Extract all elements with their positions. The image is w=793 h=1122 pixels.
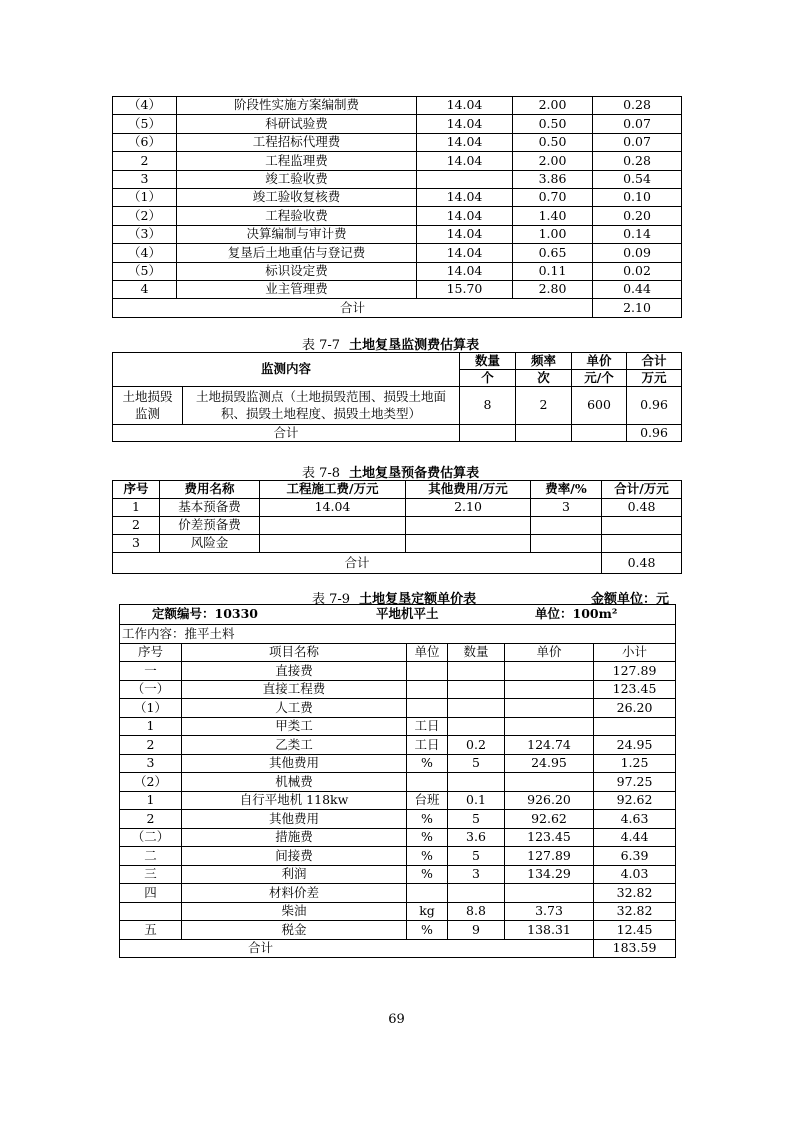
cell-no: （一） <box>120 680 182 699</box>
cell-rate: 2.80 <box>513 280 593 298</box>
cell-eng <box>260 535 406 553</box>
cell-sub: 12.45 <box>594 921 676 940</box>
table-7-9-caption: 表 7-9 土地复垦定额单价表 <box>312 592 477 607</box>
cell-no: （3） <box>113 225 177 243</box>
table-row <box>113 207 682 225</box>
cell-rate: 0.70 <box>513 188 593 206</box>
cell-total <box>602 517 682 535</box>
cell-no: 2 <box>120 736 182 755</box>
cell-name: 直接费 <box>182 662 407 681</box>
table-row <box>113 280 682 298</box>
header-freq: 频率 <box>516 353 572 370</box>
cell-no: （6） <box>113 133 177 151</box>
table-total-row <box>120 939 676 958</box>
cell-base: 14.04 <box>417 152 513 170</box>
cell-qty <box>448 680 505 699</box>
total-label: 合计 <box>113 553 602 574</box>
cell-base: 14.04 <box>417 97 513 115</box>
cell-no <box>120 902 182 921</box>
cell-unit: kg <box>407 902 448 921</box>
table-row <box>120 884 676 903</box>
table-row <box>120 680 676 699</box>
cell-base: 14.04 <box>417 262 513 280</box>
cell-price: 123.45 <box>505 828 594 847</box>
cell-qty <box>448 717 505 736</box>
cell-rate: 3.86 <box>513 170 593 188</box>
cell-price: 134.29 <box>505 865 594 884</box>
cell-qty: 0.1 <box>448 791 505 810</box>
quota-name: 平地机平土 <box>376 606 439 621</box>
table-7-7-caption: 表 7-7 土地复垦监测费估算表 <box>302 338 480 353</box>
cell-qty: 5 <box>448 810 505 829</box>
table-row <box>113 387 682 425</box>
header-qty-unit: 个 <box>460 370 516 387</box>
monitor-category: 土地损毁监测 <box>113 387 183 425</box>
table-row <box>120 865 676 884</box>
cell-unit: % <box>407 828 448 847</box>
cell-no: （5） <box>113 262 177 280</box>
table-total-row <box>113 553 682 574</box>
monitor-total: 0.96 <box>627 387 682 425</box>
header-other: 其他费用/万元 <box>406 481 531 499</box>
cell-other: 2.10 <box>406 499 531 517</box>
cell-name: 竣工验收复核费 <box>177 188 417 206</box>
cell-unit <box>407 662 448 681</box>
cell-price: 127.89 <box>505 847 594 866</box>
cell-sub: 32.82 <box>594 884 676 903</box>
amount-unit-note: 金额单位：元 <box>591 592 670 607</box>
cell-price <box>505 680 594 699</box>
header-price-unit: 元/个 <box>572 370 627 387</box>
header-qty: 数量 <box>460 353 516 370</box>
table-row <box>113 499 682 517</box>
cell-unit <box>407 884 448 903</box>
cell-rate: 3 <box>531 499 602 517</box>
cell-name: 直接工程费 <box>182 680 407 699</box>
header-name: 项目名称 <box>182 643 407 662</box>
cell-name: 标识设定费 <box>177 262 417 280</box>
other-fees-table <box>112 96 682 318</box>
cell-qty: 8.8 <box>448 902 505 921</box>
cell-no: 3 <box>113 535 160 553</box>
header-qty: 数量 <box>448 643 505 662</box>
cell-unit <box>407 773 448 792</box>
cell-sub <box>594 717 676 736</box>
cell-total: 0.14 <box>593 225 682 243</box>
total-value: 183.59 <box>594 939 676 958</box>
header-rate: 费率/% <box>531 481 602 499</box>
cell-name: 科研试验费 <box>177 115 417 133</box>
cell-unit: % <box>407 754 448 773</box>
header-unit: 单位 <box>407 643 448 662</box>
cell-price: 124.74 <box>505 736 594 755</box>
table-row <box>120 902 676 921</box>
total-value: 0.96 <box>627 425 682 442</box>
cell-total: 0.28 <box>593 152 682 170</box>
cell-qty: 3 <box>448 865 505 884</box>
cell-unit: % <box>407 810 448 829</box>
cell-unit: 台班 <box>407 791 448 810</box>
cell-total: 0.48 <box>602 499 682 517</box>
table-row <box>113 262 682 280</box>
page-number: 69 <box>388 1012 405 1027</box>
header-total: 合计/万元 <box>602 481 682 499</box>
cell-eng <box>260 517 406 535</box>
table-row <box>113 170 682 188</box>
cell-eng: 14.04 <box>260 499 406 517</box>
cell-price <box>505 717 594 736</box>
cell-qty <box>448 884 505 903</box>
cell-qty <box>448 662 505 681</box>
cell-no: 1 <box>120 717 182 736</box>
cell-qty <box>448 699 505 718</box>
cell-sub: 123.45 <box>594 680 676 699</box>
cell-rate: 2.00 <box>513 97 593 115</box>
cell-base <box>417 170 513 188</box>
total-label: 合计 <box>113 299 593 317</box>
cell-no: 2 <box>120 810 182 829</box>
cell-name: 价差预备费 <box>160 517 260 535</box>
cell-no: 2 <box>113 152 177 170</box>
cell-name: 阶段性实施方案编制费 <box>177 97 417 115</box>
cell-rate <box>531 535 602 553</box>
cell-total: 0.44 <box>593 280 682 298</box>
cell-sub: 4.63 <box>594 810 676 829</box>
cell-rate: 0.65 <box>513 244 593 262</box>
cell-base: 14.04 <box>417 225 513 243</box>
cell-name: 竣工验收费 <box>177 170 417 188</box>
cell-no: （1） <box>120 699 182 718</box>
cell-name: 业主管理费 <box>177 280 417 298</box>
table-row <box>120 736 676 755</box>
cell-no: 三 <box>120 865 182 884</box>
header-no: 序号 <box>120 643 182 662</box>
table-row <box>120 699 676 718</box>
cell-qty: 9 <box>448 921 505 940</box>
cell-no: （1） <box>113 188 177 206</box>
cell-sub: 6.39 <box>594 847 676 866</box>
cell-unit: % <box>407 847 448 866</box>
cell-rate: 2.00 <box>513 152 593 170</box>
total-value: 0.48 <box>602 553 682 574</box>
table-row <box>113 188 682 206</box>
cell-name: 工程验收费 <box>177 207 417 225</box>
cell-sub: 97.25 <box>594 773 676 792</box>
cell-other <box>406 535 531 553</box>
table-row <box>120 791 676 810</box>
cell-name: 机械费 <box>182 773 407 792</box>
header-sum: 合计 <box>627 353 682 370</box>
quota-unit-price-table <box>119 604 676 958</box>
cell-base: 14.04 <box>417 207 513 225</box>
cell-other <box>406 517 531 535</box>
cell-price: 92.62 <box>505 810 594 829</box>
cell-name: 风险金 <box>160 535 260 553</box>
cell-base: 14.04 <box>417 244 513 262</box>
table-row <box>113 97 682 115</box>
cell-no: 4 <box>113 280 177 298</box>
cell-total: 0.02 <box>593 262 682 280</box>
cell-price <box>505 699 594 718</box>
header-name: 费用名称 <box>160 481 260 499</box>
cell-qty: 3.6 <box>448 828 505 847</box>
table-total-row <box>113 425 682 442</box>
table-row <box>113 225 682 243</box>
table-row <box>113 535 682 553</box>
cell-no: 一 <box>120 662 182 681</box>
cell-sub: 1.25 <box>594 754 676 773</box>
cell-price: 24.95 <box>505 754 594 773</box>
cell-qty: 0.2 <box>448 736 505 755</box>
cell-price <box>505 662 594 681</box>
cell-unit <box>407 699 448 718</box>
cell-name: 复垦后土地重估与登记费 <box>177 244 417 262</box>
cell-no: 3 <box>120 754 182 773</box>
cell-total: 0.09 <box>593 244 682 262</box>
cell-sub: 32.82 <box>594 902 676 921</box>
cell-no: 五 <box>120 921 182 940</box>
table-row <box>113 517 682 535</box>
table-row <box>120 662 676 681</box>
quota-unit: 单位：100m² <box>535 606 618 621</box>
cell-name: 决算编制与审计费 <box>177 225 417 243</box>
cell-name: 措施费 <box>182 828 407 847</box>
table-row <box>113 133 682 151</box>
header-subtotal: 小计 <box>594 643 676 662</box>
cell-unit: 工日 <box>407 736 448 755</box>
table-row <box>113 152 682 170</box>
cell-price: 926.20 <box>505 791 594 810</box>
cell-name: 税金 <box>182 921 407 940</box>
header-content: 监测内容 <box>113 353 460 387</box>
header-price: 单价 <box>572 353 627 370</box>
table-row <box>113 115 682 133</box>
cell-total <box>602 535 682 553</box>
table-row <box>120 717 676 736</box>
quota-header <box>120 605 676 625</box>
cell-name: 乙类工 <box>182 736 407 755</box>
cell-unit: % <box>407 921 448 940</box>
cell-qty: 5 <box>448 847 505 866</box>
cell-base: 14.04 <box>417 133 513 151</box>
cell-qty <box>448 773 505 792</box>
total-label: 合计 <box>113 425 460 442</box>
cell-name: 甲类工 <box>182 717 407 736</box>
cell-unit: 工日 <box>407 717 448 736</box>
cell-rate <box>531 517 602 535</box>
work-content: 工作内容：推平土料 <box>120 625 676 644</box>
cell-name: 自行平地机 118kw <box>182 791 407 810</box>
cell-no: （二） <box>120 828 182 847</box>
table-row <box>120 754 676 773</box>
cell-rate: 1.40 <box>513 207 593 225</box>
monitor-freq: 2 <box>516 387 572 425</box>
table-row <box>120 773 676 792</box>
cell-total: 0.54 <box>593 170 682 188</box>
table-7-8-caption: 表 7-8 土地复垦预备费估算表 <box>302 466 480 481</box>
header-eng: 工程施工费/万元 <box>260 481 406 499</box>
cell-rate: 0.11 <box>513 262 593 280</box>
cell-name: 工程监理费 <box>177 152 417 170</box>
cell-no: （4） <box>113 244 177 262</box>
table-row <box>120 828 676 847</box>
monitor-price: 600 <box>572 387 627 425</box>
table-row <box>120 810 676 829</box>
cell-name: 基本预备费 <box>160 499 260 517</box>
cell-no: （2） <box>120 773 182 792</box>
cell-no: （5） <box>113 115 177 133</box>
cell-rate: 0.50 <box>513 115 593 133</box>
total-label: 合计 <box>120 939 594 958</box>
cell-no: （2） <box>113 207 177 225</box>
cell-sub: 92.62 <box>594 791 676 810</box>
cell-base: 14.04 <box>417 188 513 206</box>
monitoring-fee-table <box>112 352 682 442</box>
monitor-qty: 8 <box>460 387 516 425</box>
cell-total: 0.10 <box>593 188 682 206</box>
total-value: 2.10 <box>593 299 682 317</box>
table-row <box>113 244 682 262</box>
cell-base: 14.04 <box>417 115 513 133</box>
cell-name: 其他费用 <box>182 810 407 829</box>
cell-sub: 4.03 <box>594 865 676 884</box>
cell-sub: 26.20 <box>594 699 676 718</box>
cell-name: 人工费 <box>182 699 407 718</box>
cell-name: 其他费用 <box>182 754 407 773</box>
cell-name: 利润 <box>182 865 407 884</box>
cell-no: 2 <box>113 517 160 535</box>
cell-total: 0.20 <box>593 207 682 225</box>
cell-rate: 1.00 <box>513 225 593 243</box>
table-row <box>120 921 676 940</box>
table-total-row <box>113 299 682 317</box>
cell-no: 1 <box>120 791 182 810</box>
header-no: 序号 <box>113 481 160 499</box>
cell-name: 柴油 <box>182 902 407 921</box>
cell-no: 1 <box>113 499 160 517</box>
cell-total: 0.28 <box>593 97 682 115</box>
cell-no: （4） <box>113 97 177 115</box>
monitor-item: 土地损毁监测点（土地损毁范围、损毁土地面积、损毁土地程度、损毁土地类型） <box>183 387 460 425</box>
cell-price <box>505 884 594 903</box>
quota-no: 定额编号：10330 <box>152 606 258 621</box>
cell-name: 材料价差 <box>182 884 407 903</box>
header-freq-unit: 次 <box>516 370 572 387</box>
cell-sub: 4.44 <box>594 828 676 847</box>
cell-total: 0.07 <box>593 133 682 151</box>
header-sum-unit: 万元 <box>627 370 682 387</box>
table-row <box>120 847 676 866</box>
cell-price <box>505 773 594 792</box>
cell-name: 工程招标代理费 <box>177 133 417 151</box>
cell-no: 二 <box>120 847 182 866</box>
cell-name: 间接费 <box>182 847 407 866</box>
cell-rate: 0.50 <box>513 133 593 151</box>
cell-unit: % <box>407 865 448 884</box>
cell-unit <box>407 680 448 699</box>
cell-no: 四 <box>120 884 182 903</box>
reserve-fee-table <box>112 480 682 574</box>
cell-total: 0.07 <box>593 115 682 133</box>
cell-no: 3 <box>113 170 177 188</box>
cell-sub: 127.89 <box>594 662 676 681</box>
cell-qty: 5 <box>448 754 505 773</box>
cell-sub: 24.95 <box>594 736 676 755</box>
cell-price: 3.73 <box>505 902 594 921</box>
cell-base: 15.70 <box>417 280 513 298</box>
cell-price: 138.31 <box>505 921 594 940</box>
header-price: 单价 <box>505 643 594 662</box>
